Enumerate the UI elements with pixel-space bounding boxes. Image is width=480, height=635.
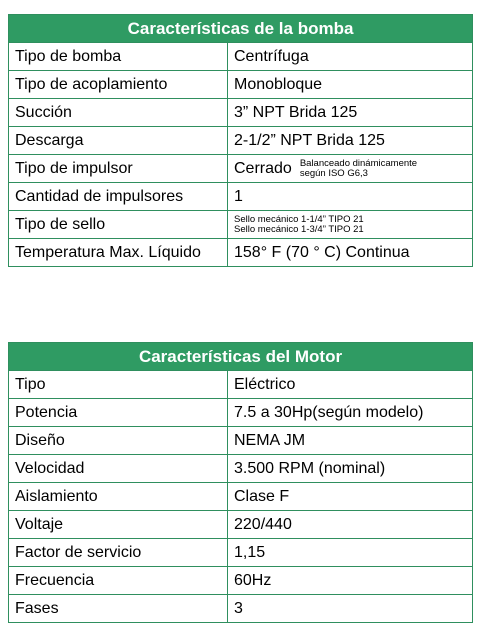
row-value: 7.5 a 30Hp(según modelo) [228, 399, 473, 427]
row-label: Temperatura Max. Líquido [9, 239, 228, 267]
row-label: Diseño [9, 427, 228, 455]
impeller-note-line-1: Balanceado dinámicamente [299, 157, 418, 169]
pump-table-title: Características de la bomba [9, 15, 473, 43]
row-value: 1,15 [228, 539, 473, 567]
row-value: 2-1/2” NPT Brida 125 [228, 127, 473, 155]
row-label: Frecuencia [9, 567, 228, 595]
table-row [9, 539, 473, 567]
table-row [9, 427, 473, 455]
table-row [9, 155, 473, 183]
row-value: Clase F [228, 483, 473, 511]
row-value: Eléctrico [228, 371, 473, 399]
motor-table-header-row [9, 343, 473, 371]
row-label: Tipo de acoplamiento [9, 71, 228, 99]
table-row [9, 483, 473, 511]
row-label: Potencia [9, 399, 228, 427]
row-value: Centrífuga [228, 43, 473, 71]
row-label: Tipo de sello [9, 211, 228, 239]
table-row [9, 127, 473, 155]
impeller-type-value: Cerrado [234, 159, 292, 177]
row-label: Tipo de impulsor [9, 155, 228, 183]
row-value [228, 155, 473, 183]
table-row [9, 183, 473, 211]
table-row [9, 239, 473, 267]
row-label: Velocidad [9, 455, 228, 483]
row-label: Tipo [9, 371, 228, 399]
impeller-note-line-2: según ISO G6,3 [299, 167, 368, 179]
row-value [228, 211, 473, 239]
row-value: 3.500 RPM (nominal) [228, 455, 473, 483]
table-row [9, 595, 473, 623]
row-value: 220/440 [228, 511, 473, 539]
seal-line-2: Sello mecánico 1-3/4” TIPO 21 [234, 223, 364, 235]
row-value: 1 [228, 183, 473, 211]
row-label: Tipo de bomba [9, 43, 228, 71]
table-row [9, 567, 473, 595]
table-row [9, 371, 473, 399]
pump-characteristics-table [8, 14, 473, 267]
row-value: 3 [228, 595, 473, 623]
motor-characteristics-table [8, 342, 473, 623]
table-row [9, 43, 473, 71]
row-value: 3” NPT Brida 125 [228, 99, 473, 127]
pump-table-header-row [9, 15, 473, 43]
impeller-balance-note [300, 159, 417, 179]
row-value: NEMA JM [228, 427, 473, 455]
row-value: 158° F (70 ° C) Continua [228, 239, 473, 267]
row-label: Cantidad de impulsores [9, 183, 228, 211]
table-row [9, 511, 473, 539]
row-label: Factor de servicio [9, 539, 228, 567]
table-row [9, 399, 473, 427]
row-label: Fases [9, 595, 228, 623]
row-label: Succión [9, 99, 228, 127]
motor-table-title: Características del Motor [9, 343, 473, 371]
row-value: 60Hz [228, 567, 473, 595]
seal-line-1: Sello mecánico 1-1/4” TIPO 21 [234, 213, 364, 225]
table-row [9, 211, 473, 239]
table-row [9, 455, 473, 483]
table-row [9, 71, 473, 99]
table-row [9, 99, 473, 127]
row-label: Voltaje [9, 511, 228, 539]
row-label: Aislamiento [9, 483, 228, 511]
row-value: Monobloque [228, 71, 473, 99]
row-label: Descarga [9, 127, 228, 155]
